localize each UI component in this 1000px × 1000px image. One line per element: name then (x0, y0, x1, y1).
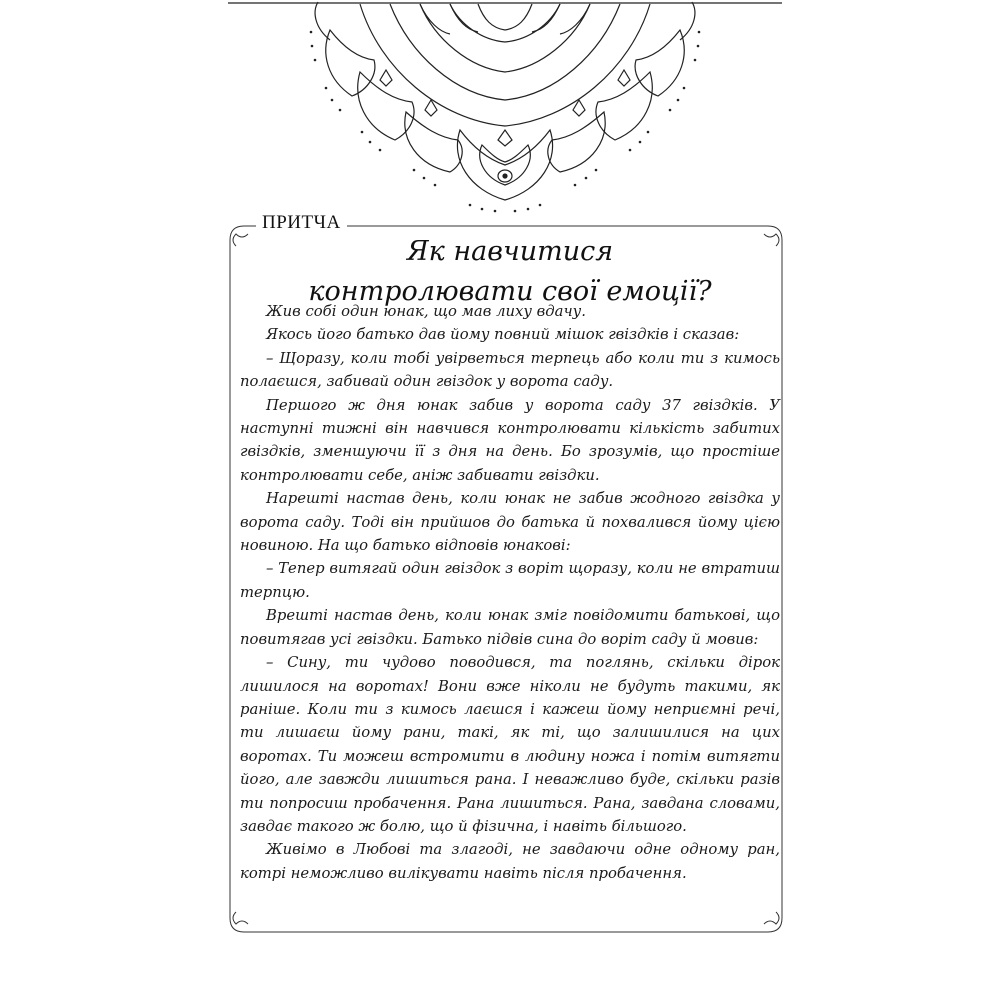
section-label: ПРИТЧА (256, 212, 347, 234)
paragraph: Першого ж дня юнак забив у ворота саду 37 гвіздків. У наступні тижні він навчився контролювати кількість забитих гвіздків, зменшуючи її з дня на день. Бо зрозумів, що простіше контролювати себе, аніж забивати гвіздки. (240, 396, 780, 484)
title-line-2: контролювати свої емоції? (308, 276, 712, 307)
paragraph: – Щоразу, коли тобі увірветься терпець або коли ти з кимось полаєшся, забивай один гвіздок у ворота саду. (240, 349, 780, 391)
paragraph: Якось його батько дав йому повний мішок гвіздків і сказав: (266, 326, 740, 344)
paragraph: Живімо в Любові та злагоді, не завдаючи одне одному ран, котрі неможливо вилікувати навіть після пробачення. (240, 841, 780, 882)
title-line-1: Як навчитися (406, 236, 614, 267)
paragraph: – Тепер витягай один гвіздок з воріт щоразу, коли не втратиш терпцю. (240, 560, 780, 601)
paragraph: Нарешті настав день, коли юнак не забив жодного гвіздка у ворота саду. Тоді він прийшов до батька й похвалився йому цією новиною. На що батько відповів юнакові: (240, 490, 780, 555)
mandala-ornament (220, 0, 790, 220)
parable-text (240, 300, 780, 885)
paragraph: Врешті настав день, коли юнак зміг повідомити батькові, що повитягав усі гвіздки. Батько підвів сина до воріт саду й мовив: (240, 607, 780, 648)
paragraph: Жив собі один юнак, що мав лиху вдачу. (266, 303, 586, 320)
paragraph: – Сину, ти чудово поводився, та поглянь, скільки дірок лишилося на воротах! Вони вже ніколи не будуть такими, як раніше. Коли ти з кимось лаєшся і кажеш йому неприємні речі, ти лишаєш йому рани, такі, як ті, що залишилися на цих воротах. Ти можеш встромити в людину ножа і потім витягти його, але завжди лишиться рана. І неважливо буде, скільки разів ти попросиш пробачення. Рана лишиться. Рана, завдана словами, завдає такого ж болю, що й фізична, і навіть більшого. (240, 654, 780, 835)
